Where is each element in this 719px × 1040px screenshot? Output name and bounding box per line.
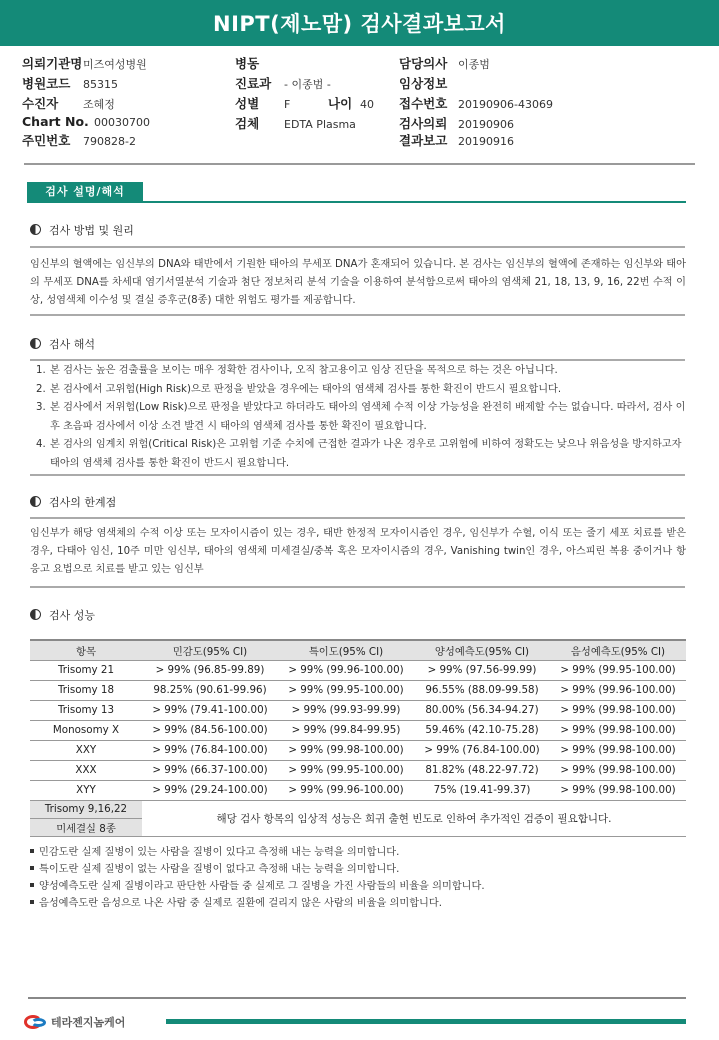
half-circle-icon <box>30 496 41 507</box>
table-row: Trisomy 13 > 99% (79.41-100.00) > 99% (99.93-99.99) 80.00% (56.34-94.27) > 99% (99.98-100.00) <box>30 700 686 720</box>
half-circle-icon <box>30 224 41 235</box>
company-name: 테라젠지놈케어 <box>51 1016 126 1029</box>
column-header: 항목 <box>30 640 142 660</box>
footer-divider <box>28 997 686 999</box>
bullet-icon <box>30 900 34 904</box>
half-circle-icon <box>30 338 41 349</box>
list-item: 음성예측도란 음성으로 나온 사람 중 실제로 질환에 걸리지 않은 사람의 비율을 의미합니다. <box>30 895 485 912</box>
specimen-value: EDTA Plasma <box>284 118 356 131</box>
list-item: 민감도란 실제 질병이 있는 사람을 질병이 있다고 측정해 내는 능력을 의미합니다. <box>30 844 485 861</box>
chart-no-value: 00030700 <box>94 116 150 129</box>
request-date-row: 검사의뢰 20190906 <box>399 116 514 131</box>
specimen-row: 검체 EDTA Plasma <box>235 116 356 131</box>
report-date-value: 20190916 <box>458 135 514 148</box>
rare-note: 해당 검사 항목의 임상적 성능은 희귀 출현 빈도로 인하여 추가적인 검증이 필요합니다. <box>142 800 686 836</box>
recipient-row: 수진자 조혜정 <box>22 96 115 111</box>
table-row-rare: 미세결실 8종 <box>30 818 686 836</box>
table-row: Trisomy 21 > 99% (96.85-99.89) > 99% (99.96-100.00) > 99% (97.56-99.99) > 99% (99.95-100.00) <box>30 660 686 680</box>
list-item: 4. 본 검사의 임계치 위험(Critical Risk)은 고위험 기준 수치에 근접한 결과가 나온 경우로 고위험에 비하여 정확도는 낮으나 위음성을 방지하고자 태아의 염색체 검사를 통한 확진이 반드시 필요합니다. <box>36 439 682 469</box>
column-header: 양성예측도(95% CI) <box>414 640 550 660</box>
doctor-value: 이종범 <box>458 58 490 71</box>
limitations-divider <box>30 517 685 519</box>
bullet-icon <box>30 866 34 870</box>
interpretation-list <box>36 362 686 473</box>
limitations-bottom-divider <box>30 586 685 588</box>
footer-accent-bar <box>166 1019 686 1024</box>
company-logo <box>24 1014 125 1030</box>
report-date-row: 결과보고 20190916 <box>399 133 514 148</box>
bullet-icon <box>30 849 34 853</box>
bullet-icon <box>30 883 34 887</box>
hospital-code-value: 85315 <box>83 78 118 91</box>
age-value: 40 <box>360 98 374 111</box>
method-heading: 검사 방법 및 원리 <box>30 222 134 238</box>
table-header-row <box>30 640 686 660</box>
section-underline <box>27 201 686 203</box>
table-row: Monosomy X > 99% (84.56-100.00) > 99% (99.84-99.95) 59.46% (42.10-75.28) > 99% (99.98-100.00) <box>30 720 686 740</box>
resident-no-row: 주민번호 790828-2 <box>22 133 136 148</box>
performance-table <box>30 639 686 837</box>
list-item: 3. 본 검사에서 저위험(Low Risk)으로 판정을 받았다고 하더라도 태아의 염색체 수적 이상 가능성을 완전히 배제할 수는 없습니다. 따라서, 검사 이후 초음파 검사에서 이상 소견 발견 시 태아의 염색체 검사를 통한 확진이 필요합니다. <box>36 402 686 432</box>
column-header: 음성예측도(95% CI) <box>550 640 686 660</box>
report-title: NIPT(제노맘) 검사결과보고서 <box>0 0 719 46</box>
sex-row: 성별 F 나이 40 <box>235 96 374 111</box>
hospital-value: 미즈여성병원 <box>83 58 147 71</box>
list-item: 1. 본 검사는 높은 검출률을 보이는 매우 정확한 검사이나, 오직 참고용이고 임상 진단을 목적으로 하는 것은 아닙니다. <box>36 365 558 376</box>
hospital-row: 의뢰기관명미즈여성병원 <box>22 56 147 71</box>
limitations-text: 임신부가 해당 염색체의 수적 이상 또는 모자이시즘이 있는 경우, 태반 한정적 모자이시즘인 경우, 임신부가 수혈, 이식 또는 줄기 세포 치료를 받은 경우, 다태아 임신, 10주 미만 임신부, 태아의 염색체 미세결실/중복 혹은 모자이시즘의 경우, Vanishing twin인 경우, 아스피린 복용 중이거나 항 응고 요법으로 치료를 받고 있는 임신부 <box>30 528 686 575</box>
receipt-no-row: 접수번호 20190906-43069 <box>399 96 553 111</box>
interpretation-heading: 검사 해석 <box>30 336 95 352</box>
table-row: XXX > 99% (66.37-100.00) > 99% (99.95-100.00) 81.82% (48.22-97.72) > 99% (99.98-100.00) <box>30 760 686 780</box>
list-item: 2. 본 검사에서 고위험(High Risk)으로 판정을 받았을 경우에는 태아의 염색체 검사를 통한 확진이 반드시 필요합니다. <box>36 383 562 395</box>
ward-row: 병동 <box>235 56 260 71</box>
info-divider <box>24 163 695 165</box>
sex-value: F <box>284 98 291 111</box>
doctor-row: 담당의사 이종범 <box>399 56 490 71</box>
department-value: - 이종범 - <box>284 78 331 91</box>
interpretation-bottom-divider <box>30 474 685 476</box>
section-tab: 검사 설명/해석 <box>27 182 143 202</box>
half-circle-icon <box>30 609 41 620</box>
list-item: 양성예측도란 실제 질병이라고 판단한 사람들 중 실제로 그 질병을 가진 사람들의 비율을 의미합니다. <box>30 878 485 895</box>
department-row: 진료과 - 이종범 - <box>235 76 331 91</box>
receipt-no-value: 20190906-43069 <box>458 98 553 111</box>
table-row: XXY > 99% (76.84-100.00) > 99% (99.98-100.00) > 99% (76.84-100.00) > 99% (99.98-100.00) <box>30 740 686 760</box>
column-header: 민감도(95% CI) <box>142 640 278 660</box>
recipient-value: 조혜정 <box>83 98 115 111</box>
hospital-code-row: 병원코드 85315 <box>22 76 118 91</box>
chart-no-row: Chart No. 00030700 <box>22 114 150 129</box>
resident-no-value: 790828-2 <box>83 135 136 148</box>
interpretation-divider <box>30 359 685 361</box>
method-bottom-divider <box>30 314 685 316</box>
column-header: 특이도(95% CI) <box>278 640 414 660</box>
performance-heading: 검사 성능 <box>30 607 95 623</box>
table-row: Trisomy 18 98.25% (90.61-99.96) > 99% (99.95-100.00) 96.55% (88.09-99.58) > 99% (99.96-100.00) <box>30 680 686 700</box>
limitations-heading: 검사의 한계점 <box>30 494 116 510</box>
request-date-value: 20190906 <box>458 118 514 131</box>
list-item: 특이도란 실제 질병이 없는 사람을 질병이 없다고 측정해 내는 능력을 의미합니다. <box>30 861 485 878</box>
clinical-info-row: 임상정보 <box>399 76 448 91</box>
company-logo-icon <box>24 1015 48 1029</box>
table-row: XYY > 99% (29.24-100.00) > 99% (99.96-100.00) 75% (19.41-99.37) > 99% (99.98-100.00) <box>30 780 686 800</box>
table-row-rare: Trisomy 9,16,22 해당 검사 항목의 임상적 성능은 희귀 출현 빈도로 인하여 추가적인 검증이 필요합니다. <box>30 800 686 818</box>
definition-notes <box>30 844 485 912</box>
method-text: 임신부의 혈액에는 임신부의 DNA와 태반에서 기원한 태아의 무세포 DNA가 혼재되어 있습니다. 본 검사는 임신부의 혈액에 존재하는 임신부와 태아의 무세포 DNA를 차세대 염기서열분석 기술과 첨단 정보처리 분석 기술을 이용하여 분석함으로써 태아의 염색체 21, 18, 13, 9, 16, 22번 수적 이상, 성염색체 이수성 및 결실 증후군(8종) 대한 위험도 평가를 제공합니다. <box>30 259 687 306</box>
method-divider <box>30 246 685 248</box>
